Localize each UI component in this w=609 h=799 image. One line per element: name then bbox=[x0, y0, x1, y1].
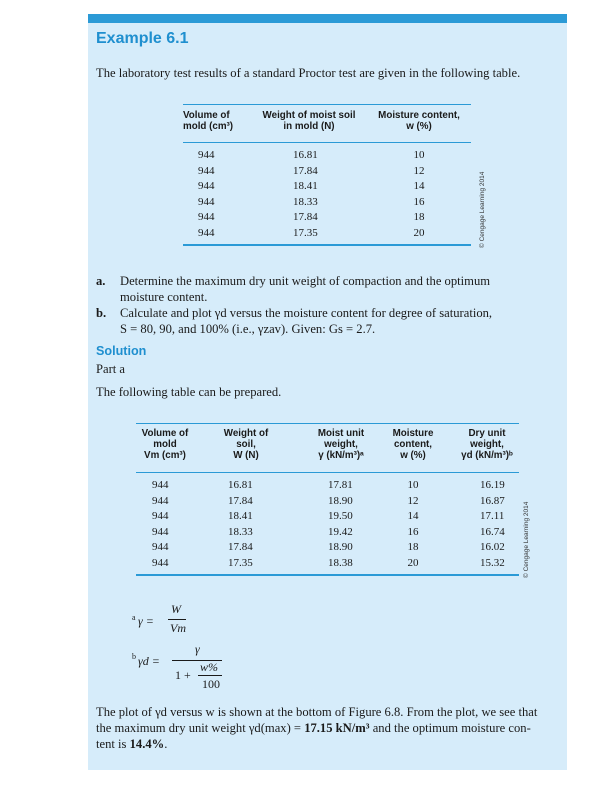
table-cell: 17.84 bbox=[293, 164, 318, 177]
proctor-test-table bbox=[183, 110, 471, 241]
table-cell: 944 bbox=[152, 510, 169, 522]
max-dry-unit-weight: 17.15 kN/m³ bbox=[304, 721, 370, 735]
table-row bbox=[136, 525, 532, 541]
table-row bbox=[183, 210, 471, 226]
table-cell: 18 bbox=[407, 541, 419, 553]
table-cell: 944 bbox=[198, 164, 215, 177]
optimum-moisture-content: 14.4% bbox=[129, 737, 165, 751]
table1-header-moisture: Moisture content, w (%) bbox=[378, 110, 460, 132]
table-cell: 17.84 bbox=[228, 494, 253, 507]
table2-header-volume: Volume of mold Vm (cm³) bbox=[141, 428, 189, 461]
table-cell: 18 bbox=[413, 211, 425, 223]
table-cell: 18.38 bbox=[328, 556, 353, 569]
table-cell: 944 bbox=[198, 195, 215, 208]
example-title: Example 6.1 bbox=[96, 30, 189, 47]
table-cell: 16.81 bbox=[293, 149, 318, 161]
table-cell: 18.33 bbox=[293, 195, 318, 208]
part-label: Part a bbox=[96, 362, 126, 376]
table1-header-weight: Weight of moist soil in mold (N) bbox=[262, 110, 356, 132]
table-cell: 944 bbox=[152, 541, 169, 553]
table-cell: 17.84 bbox=[293, 211, 318, 223]
table-cell: 18.41 bbox=[293, 180, 318, 192]
table2-top-rule bbox=[136, 423, 519, 424]
table-row bbox=[136, 509, 532, 525]
table-cell: 19.42 bbox=[328, 525, 353, 538]
table-row bbox=[136, 474, 532, 494]
table-cell: 17.35 bbox=[228, 556, 253, 569]
table-cell: 18.90 bbox=[328, 541, 353, 553]
table-cell: 18.90 bbox=[328, 494, 353, 507]
table-cell: 944 bbox=[152, 494, 169, 507]
table-cell: 944 bbox=[152, 556, 169, 569]
table-cell: 10 bbox=[413, 149, 425, 161]
header-accent-bar bbox=[88, 14, 567, 23]
table-cell: 944 bbox=[152, 525, 169, 538]
table2-header-moist-unit-weight: Moist unit weight, γ (kN/m³)ᵃ bbox=[317, 428, 365, 461]
table-row bbox=[183, 195, 471, 211]
fraction-bar bbox=[168, 619, 186, 620]
table-cell: 944 bbox=[198, 149, 215, 161]
table-cell: 944 bbox=[198, 226, 215, 239]
fraction-bar bbox=[198, 675, 222, 676]
conclusion-text: The plot of γd versus w is shown at the bottom of Figure 6.8. From the plot, we see that the maximum dry unit weight γd(max) = 17.15 kN/m³ and the optimum moisture con- tent is 14.4%. bbox=[96, 705, 538, 751]
question-item: b. Calculate and plot γd versus the moisture content for degree of saturation, S = 80, 90, and 100% (i.e., γzav). Given: Gs = 2.7. bbox=[96, 306, 493, 336]
table-cell: 16.74 bbox=[480, 525, 505, 538]
table-row bbox=[136, 556, 532, 572]
table1-top-rule bbox=[183, 104, 471, 105]
table-row bbox=[183, 226, 471, 242]
table-cell: 944 bbox=[198, 180, 215, 192]
table1-bottom-rule bbox=[183, 244, 471, 246]
table-cell: 17.84 bbox=[228, 541, 253, 553]
table-cell: 10 bbox=[407, 479, 419, 491]
table-cell: 16.19 bbox=[480, 479, 505, 491]
table-cell: 20 bbox=[407, 556, 419, 569]
table-row bbox=[183, 144, 471, 164]
table-cell: 944 bbox=[198, 211, 215, 223]
table-cell: 17.35 bbox=[293, 226, 318, 239]
table1-credit: © Cengage Learning 2014 bbox=[479, 171, 486, 248]
table-cell: 12 bbox=[413, 164, 425, 177]
unit-weight-table bbox=[136, 428, 532, 571]
table-cell: 944 bbox=[152, 479, 169, 491]
table-cell: 18.33 bbox=[228, 525, 253, 538]
table2-credit: © Cengage Learning 2014 bbox=[523, 501, 530, 578]
table-cell: 17.81 bbox=[328, 479, 353, 491]
table-cell: 19.50 bbox=[328, 510, 353, 522]
table-row bbox=[136, 540, 532, 556]
table2-header-dry-unit-weight: Dry unit weight, γd (kN/m³)ᵇ bbox=[461, 428, 513, 461]
table2-header-weight: Weight of soil, W (N) bbox=[223, 428, 269, 461]
table-cell: 16.81 bbox=[228, 479, 253, 491]
table-cell: 18.41 bbox=[228, 510, 253, 522]
table-cell: 16.87 bbox=[480, 494, 505, 507]
table-cell: 14 bbox=[407, 510, 419, 522]
question-list bbox=[96, 273, 536, 337]
table-cell: 12 bbox=[407, 494, 419, 507]
solution-heading: Solution bbox=[96, 344, 147, 358]
table-cell: 16 bbox=[413, 195, 425, 208]
table-cell: 14 bbox=[413, 180, 425, 192]
table-cell: 15.32 bbox=[480, 556, 505, 569]
table-cell: 20 bbox=[413, 226, 425, 239]
table2-header-moisture: Moisture content, w (%) bbox=[392, 428, 434, 461]
table-cell: 16.02 bbox=[480, 541, 505, 553]
question-item: a. Determine the maximum dry unit weight of compaction and the optimum moisture content. bbox=[96, 274, 491, 304]
table2-bottom-rule bbox=[136, 574, 519, 576]
table-cell: 16 bbox=[407, 525, 419, 538]
intro-text: The laboratory test results of a standard Proctor test are given in the following table. bbox=[96, 66, 521, 80]
table-cell: 17.11 bbox=[480, 510, 505, 522]
prep-text: The following table can be prepared. bbox=[96, 385, 282, 399]
table-row bbox=[183, 164, 471, 180]
table-row bbox=[136, 494, 532, 510]
table-row bbox=[183, 179, 471, 195]
table1-header-volume: Volume of mold (cm³) bbox=[183, 110, 234, 132]
